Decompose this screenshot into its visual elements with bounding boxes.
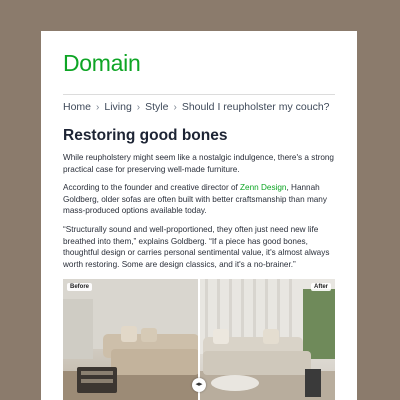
breadcrumb-home[interactable]: Home (63, 101, 92, 113)
article-heading: Restoring good bones (63, 127, 228, 144)
paragraph-2 (63, 182, 339, 217)
site-logo[interactable]: Domain (63, 50, 141, 76)
paragraph-2-start: According to the founder and creative director of (63, 183, 241, 193)
after-image (199, 279, 335, 400)
before-image (63, 279, 199, 400)
before-sofa-illustration (63, 279, 199, 400)
paragraph-3: “Structurally sound and well-proportioned, they often just need new life breathed into them,” explains Goldberg. “If a piece has good bones, thoughtful design or carries personal sentimental value, it's almost always worth restoring. Some are design classics, and it's a no-brainer.” (63, 224, 330, 269)
chevron-right-icon: › (136, 102, 141, 113)
breadcrumb (63, 94, 335, 113)
chevron-right-icon: › (173, 102, 177, 113)
zenn-design-link[interactable]: Zenn Design (240, 183, 287, 193)
before-after-slider[interactable] (63, 279, 335, 400)
breadcrumb-living[interactable]: Living (104, 101, 132, 113)
paragraph-2-end: , Hannah Goldberg, older sofas are often built with better craftsmanship than many mass-produced options available today. (63, 183, 327, 216)
paragraph-1: While reupholstery might seem like a nostalgic indulgence, there's a strong practical case for preserving well-made furniture. (63, 153, 334, 174)
before-label: Before (67, 283, 92, 291)
breadcrumb-current-page[interactable]: Should I reupholster my couch? (181, 101, 330, 113)
arrows-left-right-icon[interactable]: ◂▸ (192, 378, 206, 392)
breadcrumb-style[interactable]: Style (145, 101, 169, 113)
chevron-right-icon: › (96, 102, 100, 113)
after-label: After (311, 283, 331, 291)
after-sofa-illustration (199, 279, 335, 400)
article-card (41, 31, 357, 400)
article-body (63, 152, 339, 277)
